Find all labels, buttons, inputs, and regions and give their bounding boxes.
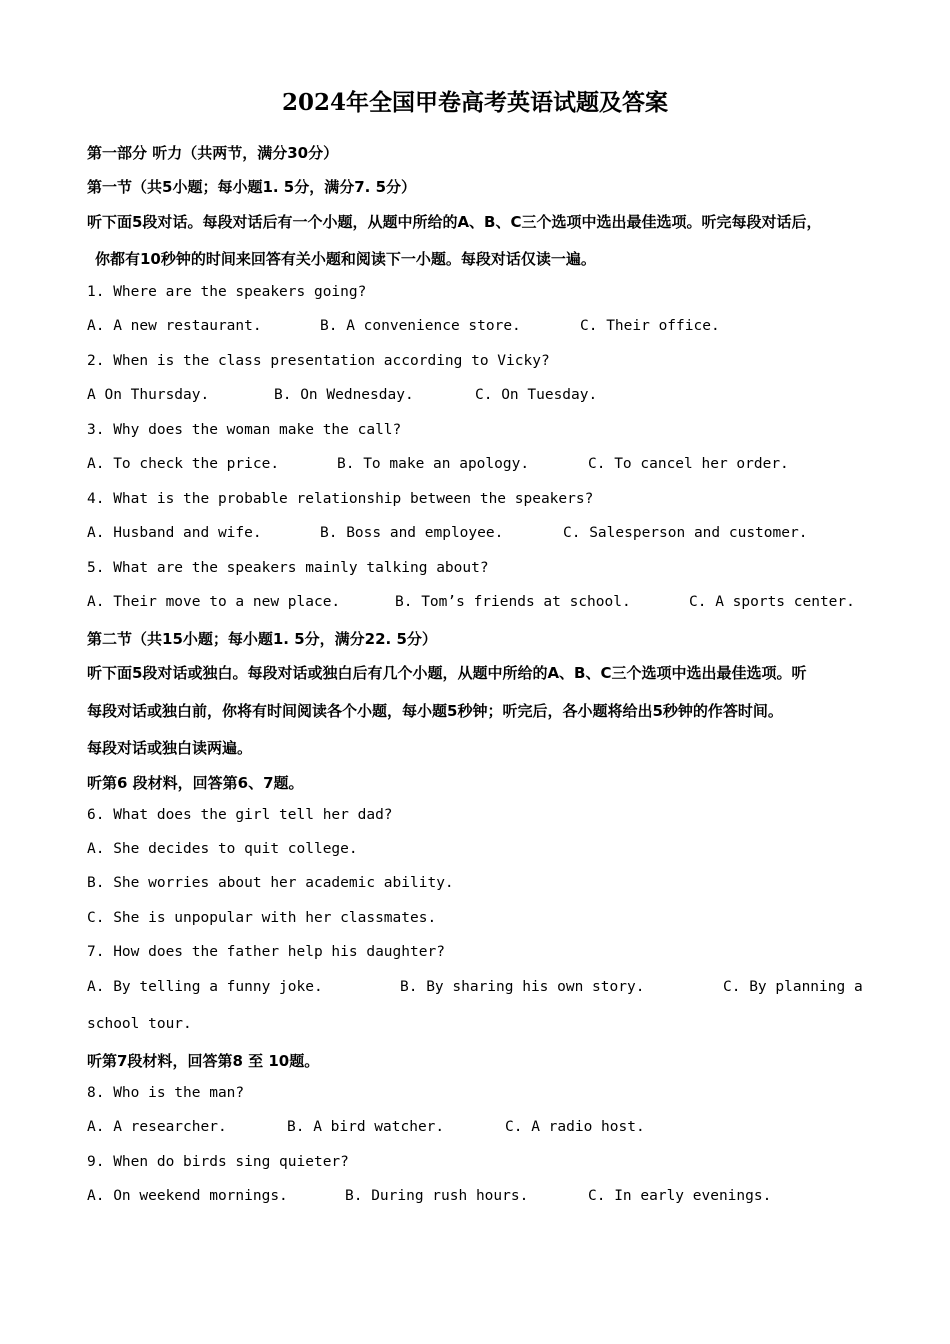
section1-heading: 第一节（共5小题；每小题1. 5分，满分7. 5分） — [87, 178, 417, 196]
question-4-option-c: C. Salesperson and customer. — [563, 525, 808, 541]
question-7-option-c: C. By planning a — [723, 979, 863, 995]
material-7-heading: 听第7段材料，回答第8 至 10题。 — [87, 1052, 320, 1070]
question-1-option-a: A. A new restaurant. — [87, 318, 262, 334]
question-1-option-b: B. A convenience store. — [320, 318, 521, 334]
question-3-stem: 3. Why does the woman make the call? — [87, 422, 402, 438]
page-title: 2024年全国甲卷高考英语试题及答案 — [281, 89, 668, 116]
question-7-option-c-cont: school tour. — [87, 1016, 192, 1032]
question-8-option-a: A. A researcher. — [87, 1119, 227, 1135]
question-9-option-a: A. On weekend mornings. — [87, 1188, 288, 1204]
question-5-option-b: B. Tom’s friends at school. — [395, 594, 631, 610]
question-5-option-a: A. Their move to a new place. — [87, 594, 341, 610]
question-6-option-b: B. She worries about her academic ability. — [87, 875, 454, 891]
section2-instructions-end: 每段对话或独白读两遍。 — [87, 739, 253, 757]
question-8-stem: 8. Who is the man? — [87, 1085, 245, 1101]
question-2-option-c: C. On Tuesday. — [475, 387, 598, 403]
section1-instructions: 听下面5段对话。每段对话后有一个小题，从题中所给的A、B、C三个选项中选出最佳选项。听完每段对话后， — [87, 213, 822, 231]
question-2-option-b: B. On Wednesday. — [274, 387, 414, 403]
question-4-option-a: A. Husband and wife. — [87, 525, 262, 541]
question-3-option-c: C. To cancel her order. — [588, 456, 789, 472]
question-6-option-c: C. She is unpopular with her classmates. — [87, 910, 437, 926]
question-7-stem: 7. How does the father help his daughter? — [87, 944, 445, 960]
question-8-option-b: B. A bird watcher. — [287, 1119, 445, 1135]
question-1-stem: 1. Where are the speakers going? — [87, 284, 367, 300]
question-3-option-a: A. To check the price. — [87, 456, 280, 472]
question-2-stem: 2. When is the class presentation according to Vicky? — [87, 353, 550, 369]
question-6-option-a: A. She decides to quit college. — [87, 841, 358, 857]
part1-heading: 第一部分 听力（共两节，满分30分） — [87, 144, 339, 162]
question-2-option-a: A On Thursday. — [87, 387, 210, 403]
section2-instructions: 听下面5段对话或独白。每段对话或独白后有几个小题，从题中所给的A、B、C三个选项中选出最佳选项。听 — [87, 664, 807, 682]
question-5-stem: 5. What are the speakers mainly talking about? — [87, 560, 489, 576]
question-4-stem: 4. What is the probable relationship between the speakers? — [87, 491, 594, 507]
question-1-option-c: C. Their office. — [580, 318, 720, 334]
question-4-option-b: B. Boss and employee. — [320, 525, 504, 541]
material-6-heading: 听第6 段材料，回答第6、7题。 — [87, 774, 304, 792]
question-7-option-a: A. By telling a funny joke. — [87, 979, 323, 995]
question-9-stem: 9. When do birds sing quieter? — [87, 1154, 349, 1170]
question-3-option-b: B. To make an apology. — [337, 456, 530, 472]
section2-heading: 第二节（共15小题；每小题1. 5分，满分22. 5分） — [87, 630, 437, 648]
question-9-option-c: C. In early evenings. — [588, 1188, 772, 1204]
section1-instructions-cont: 你都有10秒钟的时间来回答有关小题和阅读下一小题。每段对话仅读一遍。 — [95, 250, 596, 268]
question-7-option-b: B. By sharing his own story. — [400, 979, 645, 995]
section2-instructions-cont: 每段对话或独白前，你将有时间阅读各个小题，每小题5秒钟；听完后，各小题将给出5秒钟的作答时间。 — [87, 702, 783, 720]
question-5-option-c: C. A sports center. — [689, 594, 855, 610]
question-9-option-b: B. During rush hours. — [345, 1188, 529, 1204]
question-8-option-c: C. A radio host. — [505, 1119, 645, 1135]
question-6-stem: 6. What does the girl tell her dad? — [87, 807, 393, 823]
